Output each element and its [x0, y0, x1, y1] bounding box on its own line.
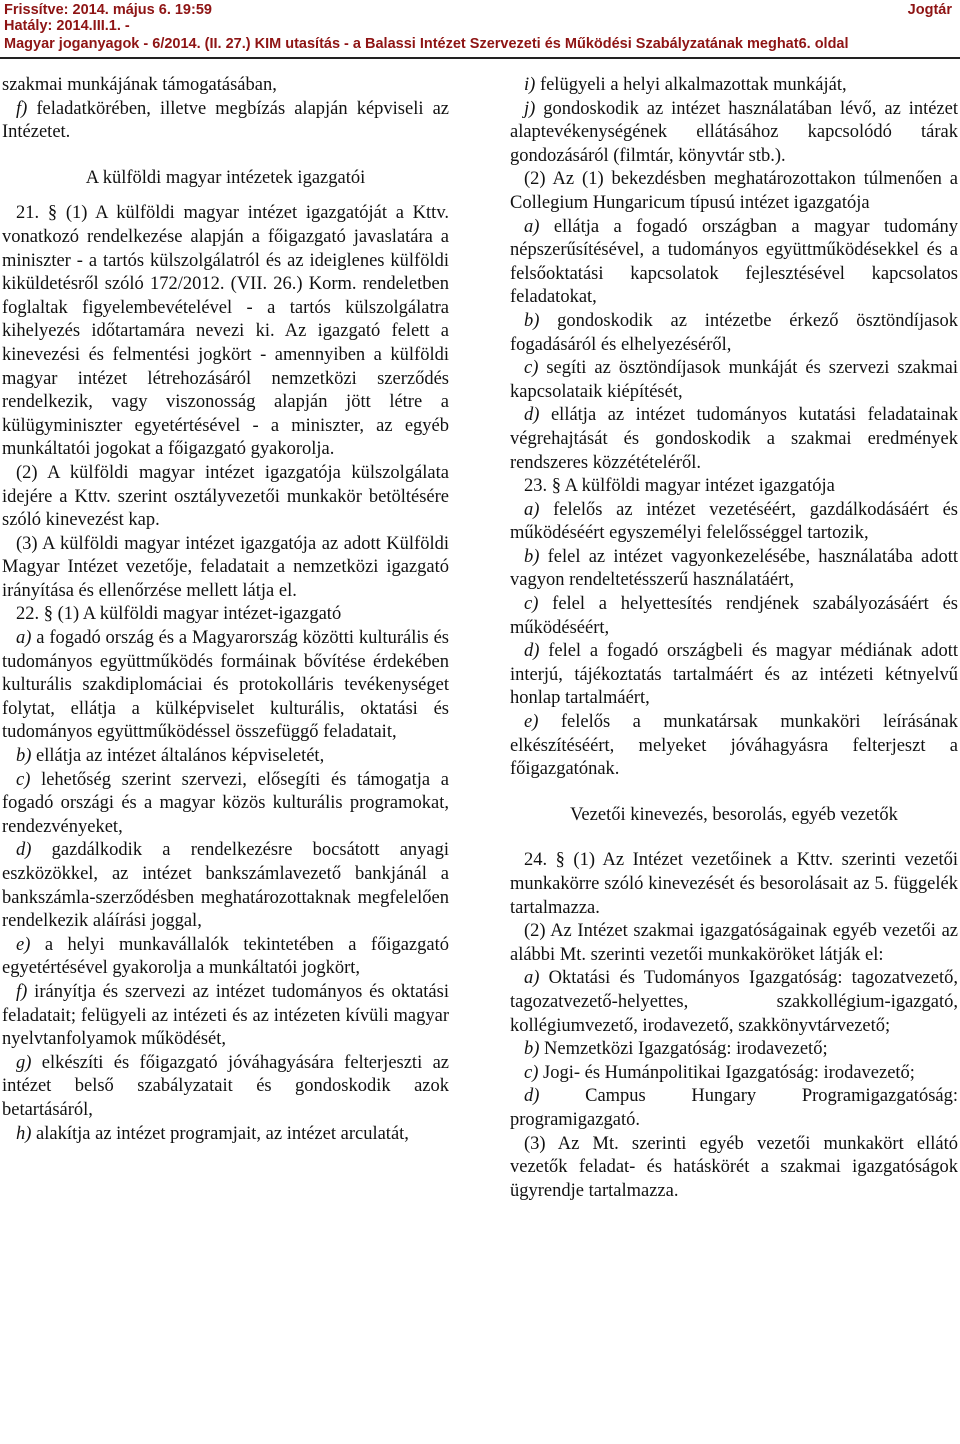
item-text: felel az intézet vagyonkezelésébe, használatába adott vagyon rendeltetésszerű használatáért, — [510, 546, 958, 591]
item-text: gazdálkodik a rendelkezésre bocsátott anyagi eszközökkel, az intézet bankszámlavezető bankjánál a bankszámla-szerződésben meghatározottaknak megfelelően rendelkezik aláírási joggal, — [2, 840, 449, 932]
list-item-c — [510, 1062, 958, 1086]
page-header — [0, 0, 960, 60]
item-text: alakítja az intézet programjait, az intézet arculatát, — [31, 1123, 409, 1144]
item-text: gondoskodik az intézet használatában lévő, az intézet alaptevékenységének ellátásához kapcsolódó tárak gondozásáról (filmtár, könyvtár stb.). — [510, 98, 958, 166]
item-label: c) — [524, 358, 539, 379]
item-label: c) — [16, 769, 31, 790]
item-text: felelős az intézet vezetéséért, gazdálkodásáért és működéséért egyszemélyi felelősséggel tartozik, — [510, 499, 958, 544]
item-label: c) — [524, 1062, 539, 1083]
validity-line: Hatály: 2014.III.1. - — [4, 18, 130, 34]
list-item-g — [2, 1052, 449, 1123]
list-item-c — [510, 357, 958, 404]
list-item-e — [510, 711, 958, 782]
item-text: Oktatási és Tudományos Igazgatóság: tagozatvezető, tagozatvezető-helyettes, szakkollégium-igazgató, kollégiumvezető, irodavezető, szakkönyvtárvezető; — [510, 968, 958, 1036]
item-text: lehetőség szerint szervezi, elősegíti és támogatja a fogadó országi és a magyar közös kulturális programokat, rendezvényeket, — [2, 769, 449, 837]
item-text: a fogadó ország és a Magyarország közötti kulturális és tudományos együttműködés formáinak bővítése érdekében kulturális szakdiplomáciai és protokolláris tevékenységet folytat, ellátja a külképviselet kulturális, oktatási és tudományos együttműködéssel összefüggő feladatait, — [2, 628, 449, 743]
list-item-d — [510, 1085, 958, 1132]
item-label: g) — [16, 1052, 32, 1073]
item-label: a) — [16, 628, 32, 649]
item-label: d) — [524, 1086, 540, 1107]
section-24-2: (2) Az Intézet szakmai igazgatóságainak egyéb vezetői az alábbi Mt. szerinti vezetői munkaköröket látják el: — [510, 921, 958, 965]
item-label: h) — [16, 1123, 32, 1144]
section-22-1: 22. § (1) A külföldi magyar intézet-igazgató — [16, 604, 342, 625]
list-item-c — [510, 593, 958, 640]
section-21-2: (2) A külföldi magyar intézet igazgatója külszolgálata idejére a Kttv. szerint osztályvezetői munkakör betöltésére szóló kinevezést kap. — [2, 462, 449, 531]
section-21-3: (3) A külföldi magyar intézet igazgatója az adott Külföldi Magyar Intézet vezetője, feladatait a nemzetközi igazgató irányítása és ellenőrzése mellett látja el. — [2, 533, 449, 601]
item-label: b) — [524, 1039, 540, 1060]
section-22-2: (2) Az (1) bekezdésben meghatározottakon túlmenően a Collegium Hungaricum típusú intézet igazgatója — [510, 169, 958, 213]
section-heading: A külföldi magyar intézetek igazgatói — [85, 167, 366, 188]
list-item-f — [2, 981, 449, 1052]
item-text: a helyi munkavállalók tekintetében a főigazgató egyetértésével gyakorolja a munkáltatói jogkört, — [2, 934, 449, 979]
item-label: a) — [524, 499, 540, 520]
item-label: i) — [524, 75, 536, 95]
item-label: j) — [524, 98, 536, 119]
item-label: a) — [524, 968, 540, 989]
item-label: d) — [524, 641, 540, 662]
list-item-b — [510, 1038, 958, 1062]
section-heading: Vezetői kinevezés, besorolás, egyéb vezetők — [570, 804, 898, 825]
item-label: b) — [16, 746, 32, 767]
right-column — [510, 74, 958, 1203]
list-item-d — [510, 404, 958, 475]
item-text: felel a helyettesítés rendjének szabályozásáért és működéséért, — [510, 594, 958, 638]
section-24-1: 24. § (1) Az Intézet vezetőinek a Kttv. szerinti vezetői munkakörre szóló kinevezését és besorolásait az 5. függelék tartalmazza. — [510, 850, 958, 918]
item-label: f) — [16, 98, 28, 119]
item-label: b) — [524, 310, 540, 331]
list-item-a — [510, 216, 958, 310]
item-text: segíti az ösztöndíjasok munkáját és szervezi szakmai kapcsolataik kiépítését, — [510, 358, 958, 402]
list-item-b — [2, 745, 449, 769]
item-text: Campus Hungary Programigazgatóság: programigazgató. — [510, 1086, 958, 1130]
list-item-b — [510, 310, 958, 357]
item-text: ellátja az intézet tudományos kutatási feladatainak végrehajtását és gondoskodik a szakmai eredmények rendszeres közzétételéről. — [510, 405, 958, 473]
item-text: ellátja az intézet általános képviseletét, — [31, 746, 325, 767]
list-item-e — [2, 934, 449, 981]
item-label: f) — [16, 981, 28, 1002]
item-label: d) — [524, 405, 540, 426]
list-item-a — [510, 967, 958, 1038]
item-text: gondoskodik az intézetbe érkező ösztöndíjasok fogadásáról és elhelyezéséről, — [510, 310, 958, 355]
section-24-3: (3) Az Mt. szerinti egyéb vezetői munkakört ellátó vezetők feladat- és hatáskörét a szakmai igazgatóságok ügyrendje tartalmazza. — [510, 1133, 958, 1201]
item-text: irányítja és szervezi az intézet tudományos és oktatási feladatait; felügyeli az intézeti és az intézeten kívüli magyar nyelvtanfolyamok működését, — [2, 981, 449, 1050]
item-label: c) — [524, 594, 539, 615]
item-label: d) — [16, 840, 32, 861]
item-label: b) — [524, 546, 540, 567]
list-item-b — [510, 546, 958, 593]
list-item-d — [510, 640, 958, 711]
list-item-j — [510, 98, 958, 169]
item-label: a) — [524, 216, 540, 237]
list-item-f — [2, 98, 449, 145]
list-item-h — [2, 1123, 449, 1147]
updated-timestamp: Frissítve: 2014. május 6. 19:59 — [4, 2, 212, 18]
document-title-line: Magyar joganyagok - 6/2014. (II. 27.) KIM utasítás - a Balassi Intézet Szervezeti és Működési Szabályzatának meghat6. oldal — [4, 36, 849, 52]
section-21-1: 21. § (1) A külföldi magyar intézet igazgatóját a Kttv. vonatkozó rendelkezése alapján a főigazgató javaslatára a miniszter - a tartós külszolgálatról és az ideiglenes külföldi kiküldetésről szóló 172/2012. (VII. 26.) Korm. rendeletben foglaltak figyelembevételével - a tartós külszolgálatra kihelyezés időtartamára nevezi ki. Az igazgató felett a kinevezési és felmentési jogkört - amennyiben a külföldi magyar intézet létrehozásáról nemzetközi szerződés rendelkezik, vagy viszonosság alapján jött létre a külügyminiszter egyetértésével - a miniszter, az egyéb munkáltatói jogokat a főigazgató gyakorolja. — [2, 203, 449, 460]
list-item-d — [2, 839, 449, 933]
jogtar-brand: Jogtár — [907, 2, 952, 18]
list-item-i — [510, 74, 958, 98]
left-column — [2, 74, 449, 1146]
item-text: ellátja a fogadó országban a magyar tudomány népszerűsítésével, a tudományos együttműködésekkel és a felsőoktatási kapcsolatok fejlesztésével kapcsolatos feladatokat, — [510, 216, 958, 308]
item-text: elkészíti és főigazgató jóváhagyására felterjeszti az intézet belső szabályzatait és gondoskodik azok betartásáról, — [2, 1052, 449, 1120]
header-divider — [0, 57, 960, 59]
paragraph: szakmai munkájának támogatásában, — [2, 75, 277, 95]
list-item-a — [2, 627, 449, 745]
item-text: feladatkörében, illetve megbízás alapján képviseli az Intézetet. — [2, 98, 449, 143]
list-item-c — [2, 769, 449, 840]
section-23: 23. § A külföldi magyar intézet igazgatója — [524, 476, 835, 497]
item-text: felel a fogadó országbeli és magyar médiának adott interjú, tájékoztatás tartalmáért és az intézeti kétnyelvű honlap tartalmáért, — [510, 641, 958, 709]
item-label: e) — [524, 712, 539, 733]
item-text: felelős a munkatársak munkaköri leírásának elkészítéséért, melyeket jóváhagyásra felterjeszt a főigazgatónak. — [510, 712, 958, 780]
item-label: e) — [16, 934, 31, 955]
item-text: Jogi- és Humánpolitikai Igazgatóság: irodavezető; — [538, 1062, 915, 1083]
list-item-a — [510, 499, 958, 546]
item-text: Nemzetközi Igazgatóság: irodavezető; — [539, 1039, 828, 1060]
item-text: felügyeli a helyi alkalmazottak munkáját, — [535, 75, 847, 95]
